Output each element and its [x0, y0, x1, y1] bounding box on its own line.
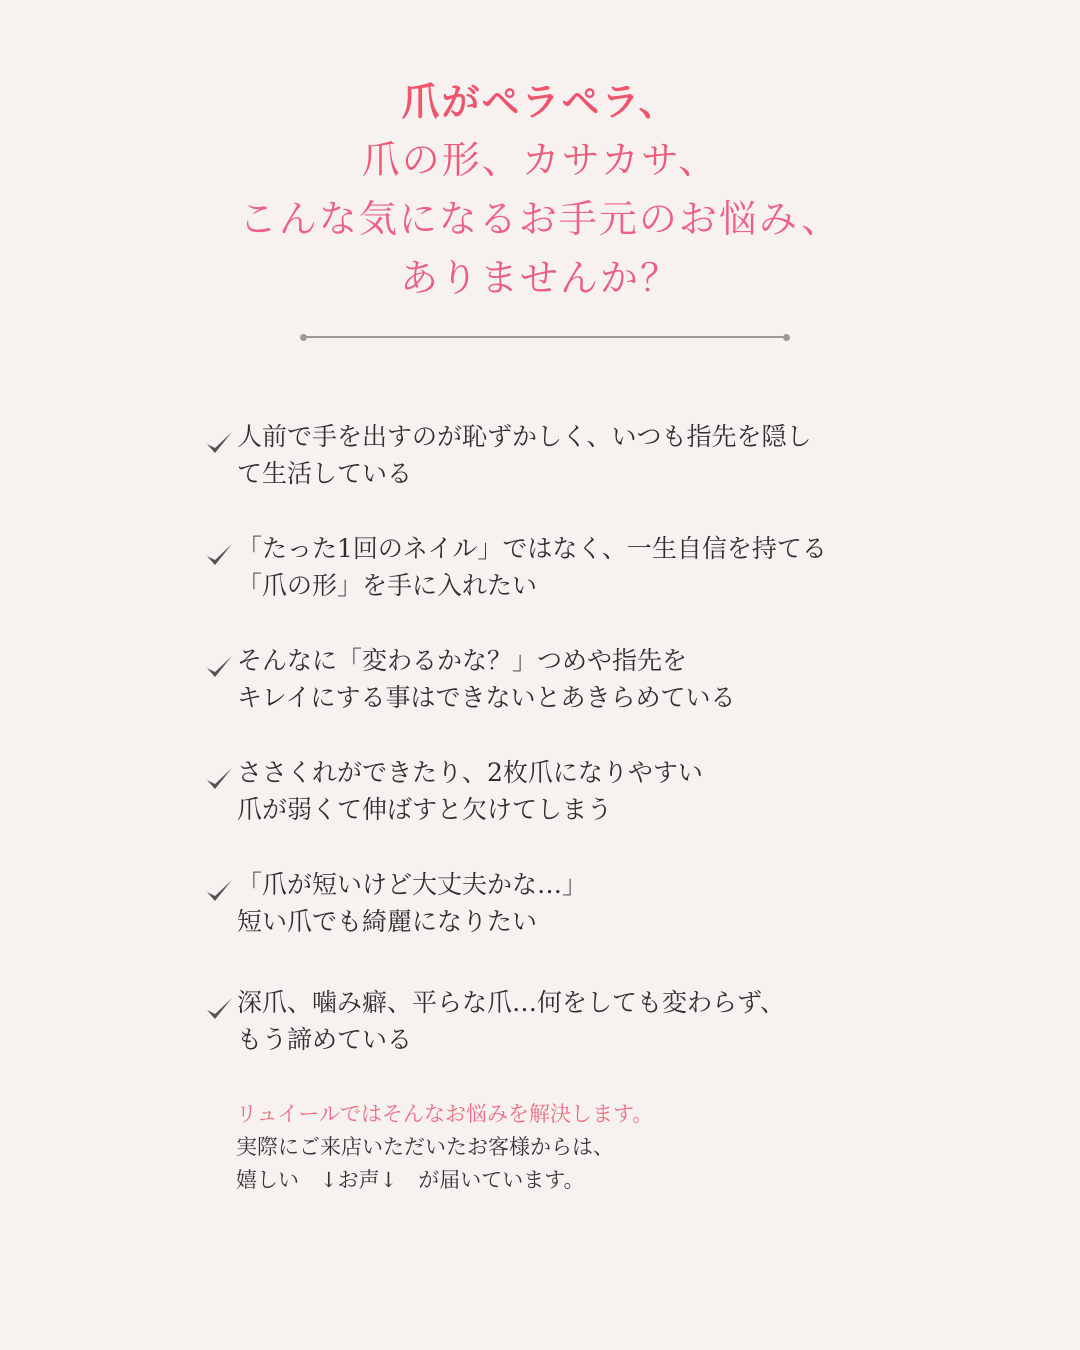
customer-voice-pointer: 嬉しい ↓お声↓ が届いています。 — [236, 1168, 585, 1192]
checkmark-icon — [204, 540, 234, 570]
checkmark-icon — [204, 652, 234, 682]
checklist-item-text — [237, 866, 587, 940]
checklist-item-line-2: もう諦めている — [237, 1025, 413, 1054]
checklist-item-text — [237, 642, 736, 716]
checklist-item-text — [237, 984, 785, 1058]
headline-line-4: ありませんか？ — [399, 256, 680, 300]
closing-message — [236, 1098, 836, 1197]
checkmark-icon — [204, 876, 234, 906]
headline-line-2: 爪の形、カサカサ、 — [361, 138, 719, 182]
headline-line-3: こんな気になるお手元のお悩み、 — [238, 197, 842, 241]
checklist-item-line-1: 「爪が短いけど大丈夫かな…」 — [237, 870, 588, 899]
checklist-item-line-1: そんなに「変わるかな？」つめや指先を — [237, 646, 688, 675]
checklist-item-line-2: 「爪の形」を手に入れたい — [237, 571, 538, 600]
divider-dot-left — [300, 334, 307, 341]
checklist-item-line-2: キレイにする事はできないとあきらめている — [237, 683, 736, 712]
checklist-item-line-1: 深爪、噛み癖、平らな爪…何をしても変わらず、 — [237, 988, 786, 1017]
headline-line-1: 爪がペラペラ、 — [401, 79, 679, 124]
solution-statement: リュイールではそんなお悩みを解決します。 — [236, 1102, 654, 1126]
customer-voice-intro: 実際にご来店いただいたお客様からは、 — [236, 1135, 614, 1159]
divider — [300, 334, 790, 340]
divider-dot-right — [783, 334, 790, 341]
checklist-item-line-2: て生活している — [237, 459, 413, 488]
checklist-item-text — [237, 754, 703, 828]
checkmark-icon — [204, 764, 234, 794]
checklist-item-line-2: 短い爪でも綺麗になりたい — [237, 907, 538, 936]
checkmark-icon — [204, 994, 234, 1024]
checklist-item-line-1: 人前で手を出すのが恥ずかしく、いつも指先を隠し — [237, 422, 812, 451]
checklist-item-text — [237, 530, 827, 604]
divider-line — [303, 336, 787, 338]
checklist-item-line-1: ささくれができたり、2枚爪になりやすい — [237, 758, 703, 787]
checklist-item-line-2: 爪が弱くて伸ばすと欠けてしまう — [237, 795, 613, 824]
checklist-item-text — [237, 418, 812, 492]
checklist-item-line-1: 「たった1回のネイル」ではなく、一生自信を持てる — [237, 534, 827, 563]
headline — [0, 72, 1080, 308]
checkmark-icon — [204, 428, 234, 458]
